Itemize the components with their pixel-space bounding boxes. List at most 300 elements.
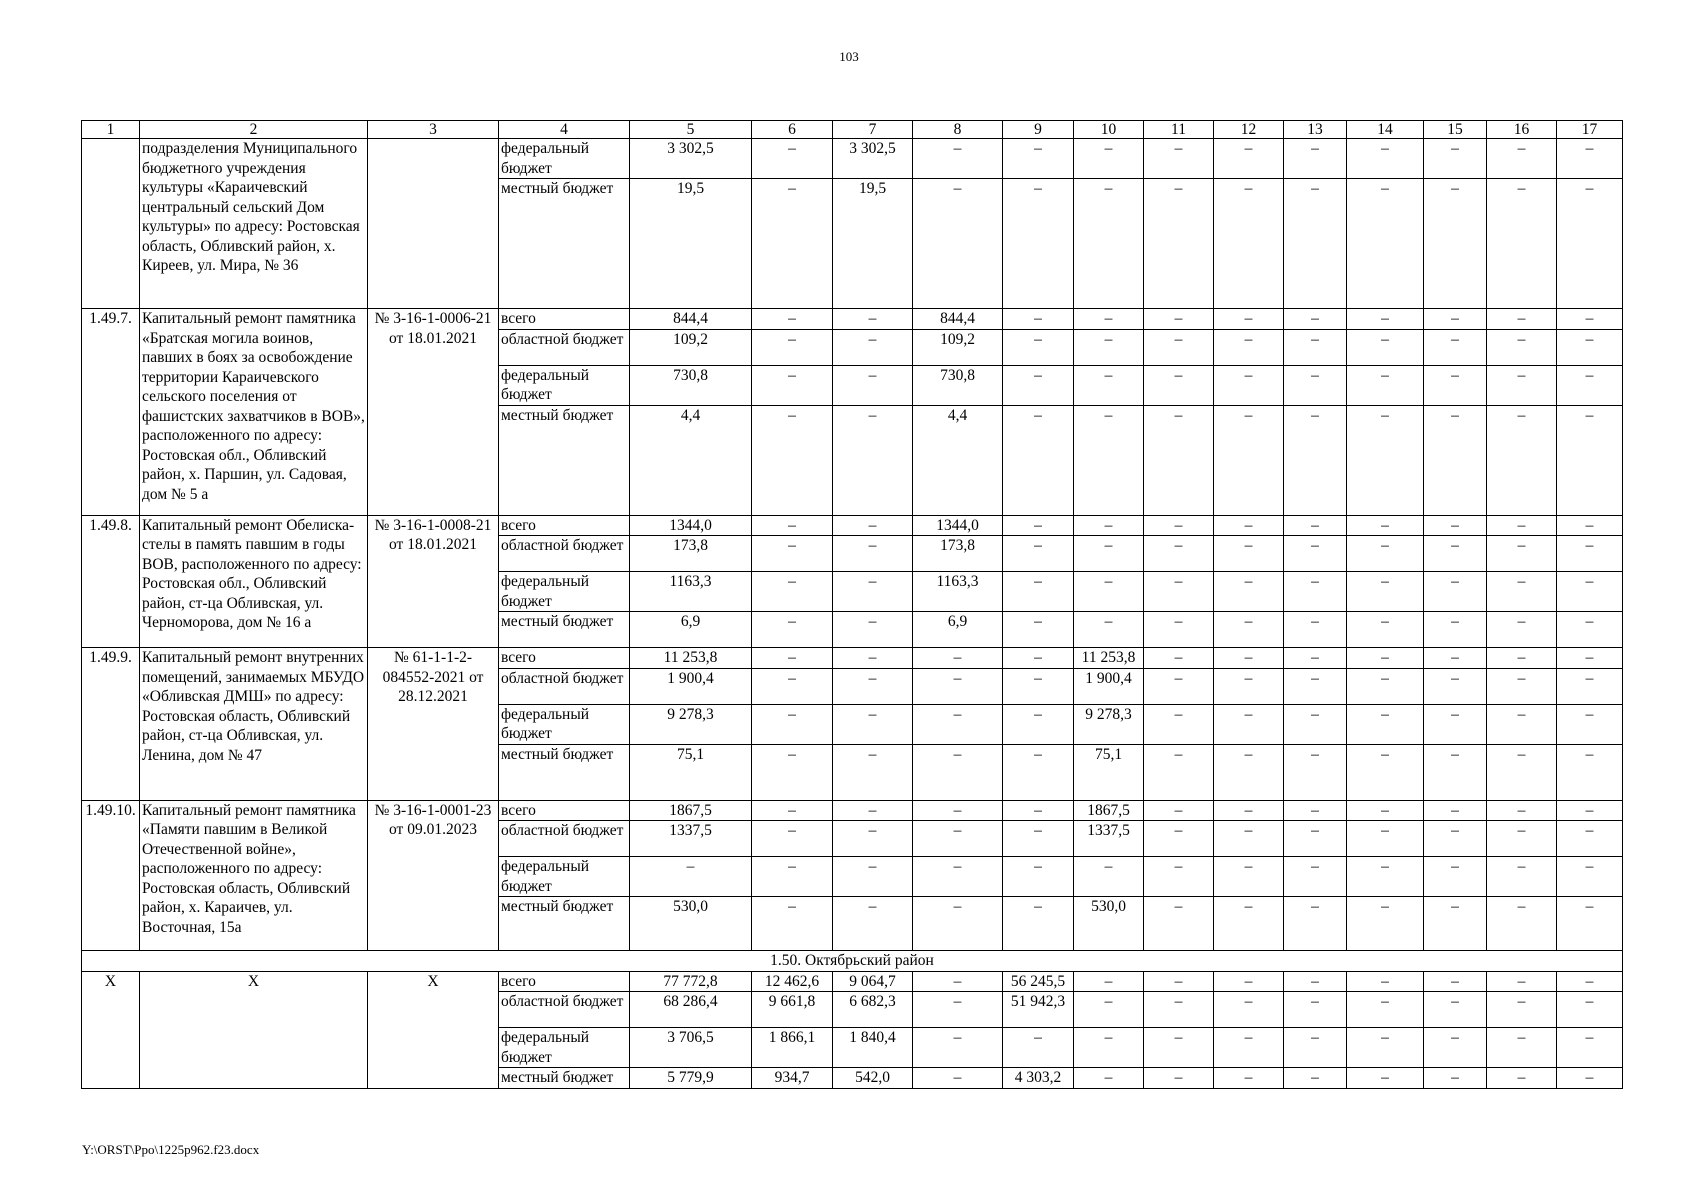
value-cell: –	[752, 365, 833, 405]
value-cell: –	[833, 309, 913, 330]
funding-source: местный бюджет	[499, 612, 630, 648]
value-cell: –	[1347, 179, 1424, 309]
value-cell: –	[1284, 515, 1347, 536]
value-cell: –	[1144, 1028, 1214, 1068]
value-cell: –	[833, 515, 913, 536]
value-cell: –	[1347, 1068, 1424, 1089]
value-cell: 530,0	[1074, 897, 1144, 951]
value-cell: –	[1347, 309, 1424, 330]
column-number: 14	[1347, 121, 1424, 139]
value-cell: –	[1557, 1028, 1623, 1068]
value-cell: –	[1284, 309, 1347, 330]
value-cell: –	[1214, 704, 1284, 744]
value-cell: –	[1424, 515, 1487, 536]
value-cell: –	[913, 800, 1003, 821]
value-cell: –	[752, 897, 833, 951]
value-cell: 68 286,4	[630, 992, 752, 1028]
value-cell: –	[1424, 612, 1487, 648]
column-number: 15	[1424, 121, 1487, 139]
value-cell: –	[1424, 1068, 1487, 1089]
value-cell: –	[1003, 800, 1074, 821]
value-cell: –	[1284, 536, 1347, 572]
column-number: 9	[1003, 121, 1074, 139]
value-cell: –	[1144, 536, 1214, 572]
value-cell: –	[1347, 515, 1424, 536]
value-cell: –	[1487, 329, 1557, 365]
value-cell: –	[1214, 612, 1284, 648]
value-cell: –	[1214, 1068, 1284, 1089]
value-cell: 1 840,4	[833, 1028, 913, 1068]
value-cell: –	[913, 857, 1003, 897]
value-cell: –	[1347, 612, 1424, 648]
value-cell: –	[833, 744, 913, 800]
value-cell: –	[1424, 704, 1487, 744]
value-cell: –	[1347, 744, 1424, 800]
value-cell: –	[1214, 179, 1284, 309]
value-cell: –	[1003, 1028, 1074, 1068]
funding-source: федеральный бюджет	[499, 365, 630, 405]
value-cell: –	[1347, 800, 1424, 821]
value-cell: –	[1487, 857, 1557, 897]
value-cell: –	[752, 744, 833, 800]
value-cell: –	[1347, 992, 1424, 1028]
value-cell: –	[752, 821, 833, 857]
expertise-document: № 3-16-1-0006-21 от 18.01.2021	[368, 309, 499, 516]
value-cell: –	[1074, 139, 1144, 179]
column-number: 5	[630, 121, 752, 139]
value-cell: –	[1214, 365, 1284, 405]
value-cell: –	[913, 992, 1003, 1028]
value-cell: –	[1074, 1068, 1144, 1089]
value-cell: 934,7	[752, 1068, 833, 1089]
value-cell: –	[1424, 329, 1487, 365]
value-cell: –	[833, 821, 913, 857]
value-cell: –	[752, 329, 833, 365]
value-cell: 9 064,7	[833, 971, 913, 992]
expertise-document	[368, 139, 499, 309]
value-cell: –	[1557, 536, 1623, 572]
value-cell: –	[1557, 1068, 1623, 1089]
value-cell: –	[1347, 648, 1424, 669]
funding-source: областной бюджет	[499, 668, 630, 704]
value-cell: 1867,5	[1074, 800, 1144, 821]
value-cell: –	[1214, 536, 1284, 572]
object-name: подразделения Муниципального бюджетного учреждения культуры «Караичевский центральный сельский Дом культуры» по адресу: Ростовская область, Обливский район, х. Киреев, ул. Мира, № 36	[140, 139, 368, 309]
value-cell: –	[833, 536, 913, 572]
value-cell: –	[833, 897, 913, 951]
value-cell: –	[833, 857, 913, 897]
value-cell: –	[1074, 405, 1144, 515]
value-cell: 1 900,4	[1074, 668, 1144, 704]
value-cell: –	[752, 800, 833, 821]
value-cell: –	[1144, 179, 1214, 309]
value-cell: –	[1074, 992, 1144, 1028]
column-number: 1	[82, 121, 140, 139]
page-number: 103	[839, 49, 859, 64]
value-cell: –	[1487, 405, 1557, 515]
value-cell: 1867,5	[630, 800, 752, 821]
value-cell: –	[1003, 648, 1074, 669]
value-cell: 1337,5	[630, 821, 752, 857]
value-cell: –	[1557, 704, 1623, 744]
value-cell: 173,8	[913, 536, 1003, 572]
value-cell: –	[1347, 365, 1424, 405]
value-cell: 1344,0	[913, 515, 1003, 536]
value-cell: –	[1003, 515, 1074, 536]
item-number: 1.49.9.	[82, 648, 140, 801]
value-cell: –	[1424, 536, 1487, 572]
value-cell: –	[1557, 515, 1623, 536]
value-cell: 3 302,5	[833, 139, 913, 179]
value-cell: –	[1003, 821, 1074, 857]
value-cell: –	[1003, 405, 1074, 515]
value-cell: –	[1284, 668, 1347, 704]
funding-source: местный бюджет	[499, 405, 630, 515]
value-cell: –	[1074, 309, 1144, 330]
value-cell: –	[833, 405, 913, 515]
value-cell: –	[1557, 405, 1623, 515]
expertise-document: № 3-16-1-0001-23 от 09.01.2023	[368, 800, 499, 951]
value-cell: –	[1284, 1068, 1347, 1089]
value-cell: –	[1487, 612, 1557, 648]
value-cell: –	[1347, 405, 1424, 515]
value-cell: –	[1214, 971, 1284, 992]
value-cell: –	[1487, 897, 1557, 951]
value-cell: –	[1003, 744, 1074, 800]
value-cell: 844,4	[913, 309, 1003, 330]
value-cell: –	[1487, 536, 1557, 572]
value-cell: –	[1347, 857, 1424, 897]
value-cell: –	[1284, 800, 1347, 821]
value-cell: –	[1144, 971, 1214, 992]
value-cell: –	[1557, 897, 1623, 951]
item-number: 1.49.8.	[82, 515, 140, 648]
value-cell: –	[1214, 139, 1284, 179]
value-cell: –	[1424, 857, 1487, 897]
funding-source: федеральный бюджет	[499, 704, 630, 744]
value-cell: –	[1144, 800, 1214, 821]
value-cell: –	[1487, 668, 1557, 704]
value-cell: –	[1074, 515, 1144, 536]
value-cell: 6,9	[913, 612, 1003, 648]
funding-source: федеральный бюджет	[499, 572, 630, 612]
value-cell: –	[1487, 515, 1557, 536]
x-mark: X	[368, 971, 499, 1088]
value-cell: –	[1347, 668, 1424, 704]
funding-source: местный бюджет	[499, 897, 630, 951]
value-cell: –	[913, 971, 1003, 992]
value-cell: –	[1284, 1028, 1347, 1068]
value-cell: –	[1144, 704, 1214, 744]
item-number	[82, 139, 140, 309]
value-cell: –	[1074, 179, 1144, 309]
table-row	[82, 139, 1623, 179]
value-cell: –	[1074, 536, 1144, 572]
value-cell: –	[1424, 405, 1487, 515]
value-cell: –	[1347, 1028, 1424, 1068]
funding-source: федеральный бюджет	[499, 857, 630, 897]
value-cell: –	[1557, 971, 1623, 992]
value-cell: –	[1424, 648, 1487, 669]
column-number: 17	[1557, 121, 1623, 139]
value-cell: 6 682,3	[833, 992, 913, 1028]
value-cell: –	[1284, 704, 1347, 744]
value-cell: –	[1284, 139, 1347, 179]
x-mark: X	[140, 971, 368, 1088]
value-cell: –	[752, 405, 833, 515]
value-cell: –	[1487, 365, 1557, 405]
value-cell: –	[1347, 704, 1424, 744]
value-cell: –	[1487, 309, 1557, 330]
value-cell: 1163,3	[913, 572, 1003, 612]
expertise-document: № 3-16-1-0008-21 от 18.01.2021	[368, 515, 499, 648]
value-cell: –	[1557, 572, 1623, 612]
x-mark: X	[82, 971, 140, 1088]
value-cell: 1 900,4	[630, 668, 752, 704]
value-cell: –	[752, 309, 833, 330]
funding-source: всего	[499, 515, 630, 536]
header-row	[82, 121, 1623, 139]
value-cell: –	[1003, 139, 1074, 179]
funding-source: областной бюджет	[499, 992, 630, 1028]
value-cell: –	[1557, 309, 1623, 330]
value-cell: 77 772,8	[630, 971, 752, 992]
value-cell: 109,2	[913, 329, 1003, 365]
value-cell: –	[1424, 744, 1487, 800]
value-cell: –	[1557, 744, 1623, 800]
value-cell: –	[1557, 179, 1623, 309]
value-cell: –	[913, 648, 1003, 669]
value-cell: –	[1214, 405, 1284, 515]
value-cell: –	[1003, 704, 1074, 744]
value-cell: –	[1214, 857, 1284, 897]
value-cell: –	[1424, 897, 1487, 951]
value-cell: –	[1144, 821, 1214, 857]
value-cell: –	[1284, 648, 1347, 669]
value-cell: –	[1003, 365, 1074, 405]
value-cell: –	[1144, 992, 1214, 1028]
value-cell: 173,8	[630, 536, 752, 572]
value-cell: –	[1424, 572, 1487, 612]
value-cell: –	[1214, 821, 1284, 857]
value-cell: –	[1144, 572, 1214, 612]
value-cell: –	[1347, 329, 1424, 365]
value-cell: 19,5	[630, 179, 752, 309]
value-cell: –	[1144, 139, 1214, 179]
value-cell: –	[1284, 612, 1347, 648]
value-cell: 11 253,8	[1074, 648, 1144, 669]
column-number: 11	[1144, 121, 1214, 139]
value-cell: –	[752, 648, 833, 669]
funding-source: местный бюджет	[499, 744, 630, 800]
value-cell: –	[1347, 572, 1424, 612]
value-cell: –	[1347, 971, 1424, 992]
value-cell: 1163,3	[630, 572, 752, 612]
value-cell: –	[1487, 572, 1557, 612]
value-cell: –	[1424, 179, 1487, 309]
funding-source: областной бюджет	[499, 536, 630, 572]
value-cell: –	[833, 365, 913, 405]
section-title: 1.50. Октябрьский район	[82, 951, 1623, 972]
value-cell: –	[1557, 821, 1623, 857]
value-cell: –	[1347, 536, 1424, 572]
column-number: 8	[913, 121, 1003, 139]
value-cell: –	[1144, 329, 1214, 365]
value-cell: –	[1487, 1028, 1557, 1068]
value-cell: –	[1347, 821, 1424, 857]
value-cell: –	[1214, 572, 1284, 612]
funding-source: федеральный бюджет	[499, 139, 630, 179]
funding-source: областной бюджет	[499, 329, 630, 365]
value-cell: –	[1074, 971, 1144, 992]
value-cell: –	[1214, 329, 1284, 365]
value-cell: –	[1347, 897, 1424, 951]
value-cell: 4,4	[630, 405, 752, 515]
object-name: Капитальный ремонт памятника «Братская могила воинов, павших в боях за освобождение территории Караичевского сельского поселения от фашистских захватчиков в ВОВ», расположенного по адресу: Ростовская обл., Обливский район, х. Паршин, ул. Садовая, дом № 5 а	[140, 309, 368, 516]
value-cell: –	[1424, 821, 1487, 857]
column-number: 3	[368, 121, 499, 139]
value-cell: –	[1284, 971, 1347, 992]
value-cell: 19,5	[833, 179, 913, 309]
value-cell: –	[913, 744, 1003, 800]
value-cell: –	[752, 612, 833, 648]
column-number: 12	[1214, 121, 1284, 139]
value-cell: –	[752, 572, 833, 612]
value-cell: –	[752, 704, 833, 744]
value-cell: –	[1424, 971, 1487, 992]
value-cell: 844,4	[630, 309, 752, 330]
value-cell: –	[1487, 971, 1557, 992]
value-cell: –	[1487, 139, 1557, 179]
value-cell: –	[1144, 612, 1214, 648]
value-cell: 75,1	[1074, 744, 1144, 800]
value-cell: –	[1003, 612, 1074, 648]
value-cell: 9 278,3	[630, 704, 752, 744]
value-cell: –	[1144, 857, 1214, 897]
value-cell: 51 942,3	[1003, 992, 1074, 1028]
value-cell: 530,0	[630, 897, 752, 951]
value-cell: –	[1144, 668, 1214, 704]
value-cell: –	[833, 329, 913, 365]
value-cell: –	[1214, 309, 1284, 330]
value-cell: –	[1424, 365, 1487, 405]
value-cell: 11 253,8	[630, 648, 752, 669]
value-cell: –	[1487, 800, 1557, 821]
value-cell: –	[752, 857, 833, 897]
funding-source: местный бюджет	[499, 1068, 630, 1089]
funding-source: всего	[499, 309, 630, 330]
value-cell: –	[1003, 897, 1074, 951]
value-cell: –	[1424, 139, 1487, 179]
value-cell: –	[1284, 405, 1347, 515]
value-cell: –	[913, 821, 1003, 857]
value-cell: –	[1003, 309, 1074, 330]
value-cell: –	[1144, 648, 1214, 669]
value-cell: –	[1074, 572, 1144, 612]
expertise-document: № 61-1-1-2-084552-2021 от 28.12.2021	[368, 648, 499, 801]
value-cell: –	[1214, 744, 1284, 800]
value-cell: –	[1557, 668, 1623, 704]
value-cell: –	[913, 179, 1003, 309]
item-number: 1.49.10.	[82, 800, 140, 951]
table-row	[82, 515, 1623, 536]
value-cell: 1 866,1	[752, 1028, 833, 1068]
value-cell: –	[913, 1068, 1003, 1089]
value-cell: –	[1003, 572, 1074, 612]
value-cell: 109,2	[630, 329, 752, 365]
funding-source: всего	[499, 648, 630, 669]
value-cell: –	[1074, 329, 1144, 365]
value-cell: –	[913, 897, 1003, 951]
file-path-footer: Y:\ORST\Ppo\1225p962.f23.docx	[82, 1142, 260, 1157]
value-cell: –	[1557, 612, 1623, 648]
funding-source: местный бюджет	[499, 179, 630, 309]
value-cell: –	[1557, 365, 1623, 405]
value-cell: –	[1284, 992, 1347, 1028]
value-cell: –	[1003, 329, 1074, 365]
value-cell: –	[1144, 365, 1214, 405]
value-cell: –	[752, 179, 833, 309]
column-number: 10	[1074, 121, 1144, 139]
value-cell: –	[1424, 1028, 1487, 1068]
value-cell: –	[1003, 857, 1074, 897]
value-cell: –	[752, 139, 833, 179]
value-cell: –	[1284, 329, 1347, 365]
value-cell: –	[1487, 744, 1557, 800]
value-cell: 1337,5	[1074, 821, 1144, 857]
value-cell: 4 303,2	[1003, 1068, 1074, 1089]
value-cell: –	[752, 668, 833, 704]
value-cell: 75,1	[630, 744, 752, 800]
value-cell: –	[1214, 668, 1284, 704]
value-cell: –	[1144, 405, 1214, 515]
value-cell: –	[1424, 668, 1487, 704]
value-cell: –	[752, 536, 833, 572]
value-cell: –	[1074, 1028, 1144, 1068]
value-cell: –	[833, 612, 913, 648]
value-cell: 9 278,3	[1074, 704, 1144, 744]
column-number: 16	[1487, 121, 1557, 139]
value-cell: –	[913, 139, 1003, 179]
value-cell: 3 706,5	[630, 1028, 752, 1068]
value-cell: –	[1487, 179, 1557, 309]
object-name: Капитальный ремонт памятника «Памяти павшим в Великой Отечественной войне», расположенного по адресу: Ростовская область, Обливский район, х. Караичев, ул. Восточная, 15а	[140, 800, 368, 951]
value-cell: –	[1144, 1068, 1214, 1089]
value-cell: –	[1144, 897, 1214, 951]
value-cell: 5 779,9	[630, 1068, 752, 1089]
value-cell: 6,9	[630, 612, 752, 648]
value-cell: –	[1003, 668, 1074, 704]
value-cell: –	[913, 668, 1003, 704]
value-cell: –	[833, 668, 913, 704]
value-cell: –	[833, 648, 913, 669]
value-cell: –	[1284, 744, 1347, 800]
value-cell: 3 302,5	[630, 139, 752, 179]
value-cell: –	[1487, 704, 1557, 744]
value-cell: –	[630, 857, 752, 897]
value-cell: –	[1487, 992, 1557, 1028]
value-cell: –	[1557, 857, 1623, 897]
value-cell: 542,0	[833, 1068, 913, 1089]
table-row	[82, 648, 1623, 669]
value-cell: –	[1557, 992, 1623, 1028]
value-cell: 4,4	[913, 405, 1003, 515]
column-number: 13	[1284, 121, 1347, 139]
value-cell: –	[1557, 800, 1623, 821]
value-cell: –	[1214, 992, 1284, 1028]
value-cell: –	[1144, 515, 1214, 536]
section-row	[82, 951, 1623, 972]
